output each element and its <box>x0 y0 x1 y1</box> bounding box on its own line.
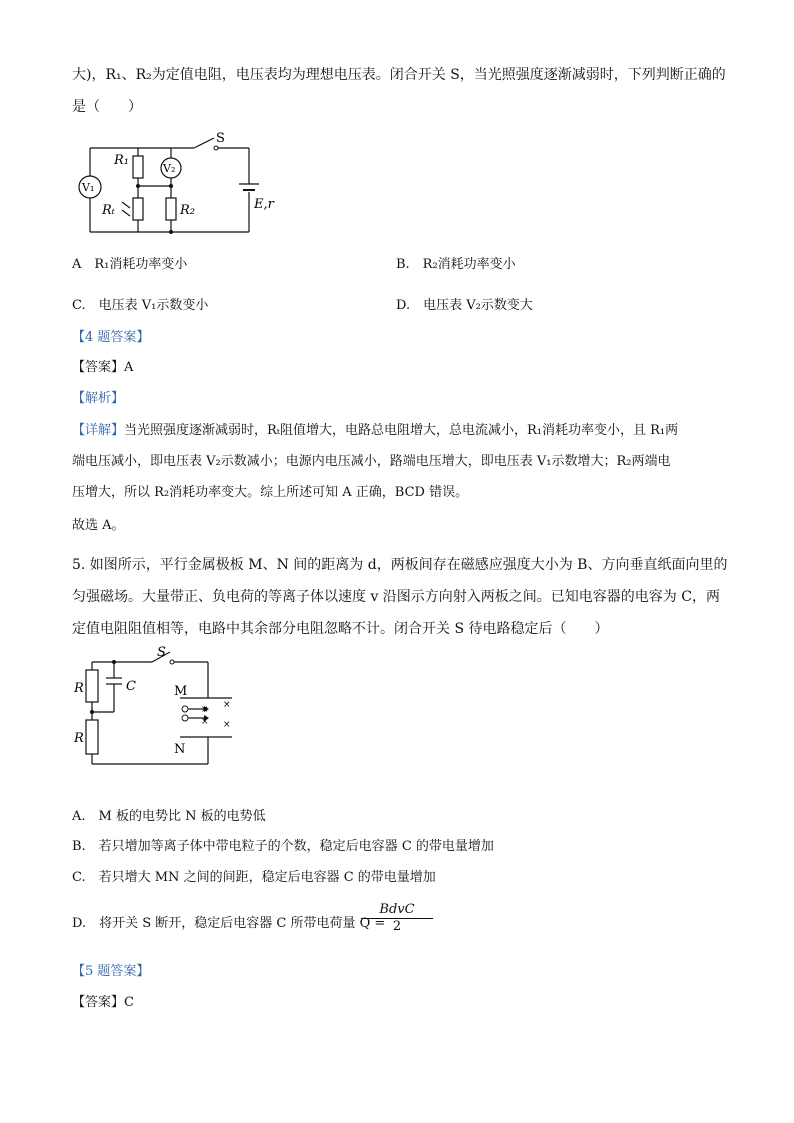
q4-option-b: B. R₂消耗功率变小 <box>396 257 516 272</box>
q5-capacitor-label: C <box>126 679 136 694</box>
q5-answer: 【答案】C <box>72 995 134 1010</box>
q5-option-d-fraction <box>361 902 433 935</box>
q5-stem-line-1: 5. 如图所示，平行金属极板 M、N 间的距离为 d，两板间存在磁感应强度大小为 B、方向垂直纸面向里的 <box>72 557 728 573</box>
q5-circuit-figure <box>72 642 252 770</box>
q4-circuit-figure <box>74 128 294 240</box>
q5-plate-n-label: N <box>174 742 186 757</box>
q5-plate-m-label: M <box>174 684 188 699</box>
q5-option-a: A. M 板的电势比 N 板的电势低 <box>72 809 266 824</box>
q4-option-d: D. 电压表 V₂示数变大 <box>396 298 533 313</box>
q5-fraction-numerator: BdvC <box>361 902 433 919</box>
q5-cross-mark: × <box>201 705 209 715</box>
q4-conclusion: 故选 A。 <box>72 518 125 533</box>
q4-option-a: A R₁消耗功率变小 <box>72 257 188 272</box>
q4-answer: 【答案】A <box>72 360 134 375</box>
q5-resistor-bottom-label: R <box>74 731 84 746</box>
q5-option-d: D. 将开关 S 断开，稳定后电容器 C 所带电荷量 Q = <box>72 916 386 931</box>
q4-detail-tag: 【详解】 <box>72 423 125 438</box>
q5-stem-line-2: 匀强磁场。大量带正、负电荷的等离子体以速度 v 沿图示方向射入两板之间。已知电容器的电容为 C，两 <box>72 589 720 605</box>
q5-resistor-top-label: R <box>74 681 84 696</box>
q4-detail-line-3: 压增大，所以 R₂消耗功率变大。综上所述可知 A 正确，BCD 错误。 <box>72 485 469 500</box>
q4-answer-tag: 【4 题答案】 <box>72 330 150 345</box>
q4-stem-line-2: 是（ ） <box>72 99 142 115</box>
q4-v1-label: V₁ <box>82 181 95 194</box>
q5-cross-mark: × <box>223 700 231 710</box>
q4-rt-label: Rₜ <box>102 203 115 218</box>
q4-switch-label: S <box>216 131 225 146</box>
q5-stem-line-3: 定值电阻阻值相等，电路中其余部分电阻忽略不计。闭合开关 S 待电路稳定后（ ） <box>72 621 609 637</box>
q5-fraction-denominator: 2 <box>392 919 402 934</box>
q5-option-b: B. 若只增加等离子体中带电粒子的个数，稳定后电容器 C 的带电量增加 <box>72 839 494 854</box>
q5-cross-mark: × <box>223 720 231 730</box>
q4-detail-line-2: 端电压减小，即电压表 V₂示数减小；电源内电压减小，路端电压增大，即电压表 V₁示数增大；R₂两端电 <box>72 454 671 469</box>
q5-option-c: C. 若只增大 MN 之间的间距，稳定后电容器 C 的带电量增加 <box>72 870 436 885</box>
q4-v2-label: V₂ <box>163 162 176 175</box>
q5-answer-tag: 【5 题答案】 <box>72 964 150 979</box>
q4-stem-line-1: 大)，R₁、R₂为定值电阻，电压表均为理想电压表。闭合开关 S，当光照强度逐渐减弱时，下列判断正确的 <box>72 67 726 83</box>
q4-detail-line-1 <box>72 422 678 440</box>
q4-detail-text-1: 当光照强度逐渐减弱时，Rₜ阻值增大，电路总电阻增大，总电流减小，R₁消耗功率变小，且 R₁两 <box>124 423 679 438</box>
q4-source-label: E,r <box>254 197 274 212</box>
q5-switch-label: S <box>157 645 166 660</box>
q4-r2-label: R₂ <box>180 203 195 218</box>
q4-analysis-tag: 【解析】 <box>72 391 125 406</box>
q5-cross-mark: × <box>201 717 209 727</box>
q4-option-c: C. 电压表 V₁示数变小 <box>72 298 209 313</box>
q4-r1-label: R₁ <box>114 153 129 168</box>
